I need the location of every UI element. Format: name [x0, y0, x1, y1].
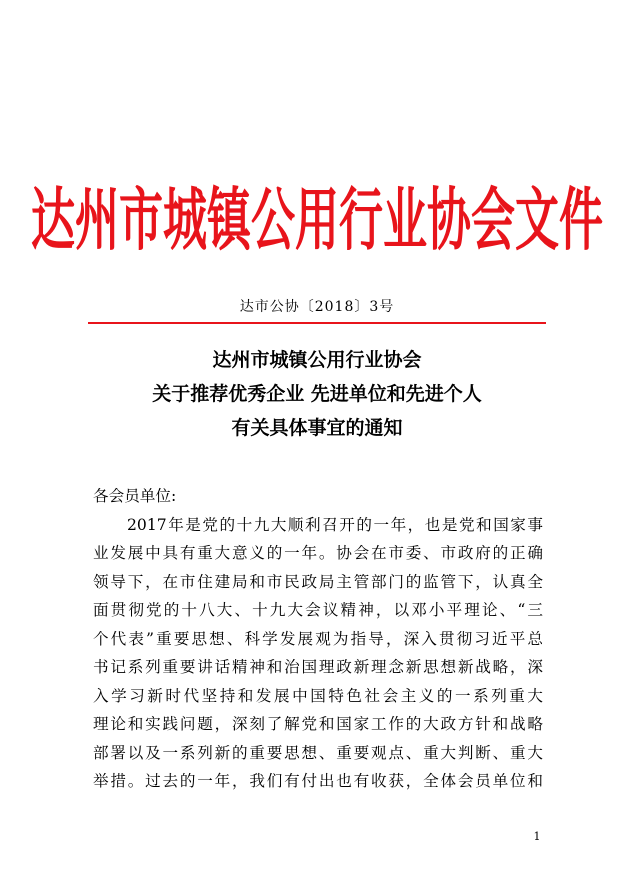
notice-title-line: 关于推荐优秀企业 先进单位和先进个人 [152, 383, 482, 405]
document-number: 达市公协〔2018〕3号 [239, 299, 395, 315]
notice-title [0, 343, 634, 445]
paragraph-line: 面贯彻党的十八大、十九大会议精神，以邓小平理论、“三 [93, 601, 543, 619]
red-divider-line [88, 322, 546, 324]
notice-title-line: 有关具体事宜的通知 [231, 417, 403, 439]
paragraph-line: 个代表”重要思想、科学发展观为指导，深入贯彻习近平总 [93, 629, 543, 648]
notice-body [93, 482, 543, 796]
paragraph-line: 业发展中具有重大意义的一年。协会在市委、市政府的正确 [93, 544, 543, 562]
paragraph-line: 书记系列重要讲话精神和治国理政新理念新思想新战略，深 [93, 658, 543, 676]
masthead-title: 达州市城镇公用行业协会文件 [31, 181, 603, 261]
paragraph-line: 入学习新时代坚持和发展中国特色社会主义的一系列重大 [93, 686, 543, 705]
page-number: 1 [533, 830, 541, 843]
paragraph-line: 理论和实践问题，深刻了解党和国家工作的大政方针和战略 [93, 715, 543, 733]
paragraph-line: 部署以及一系列新的重要思想、重要观点、重大判断、重大 [93, 743, 543, 762]
salutation: 各会员单位: [93, 487, 177, 505]
paragraph-line: 领导下，在市住建局和市民政局主管部门的监管下，认真全 [93, 572, 543, 591]
paragraph-line: 举措。过去的一年，我们有付出也有收获，全体会员单位和 [93, 772, 543, 790]
paragraph-line: 2017年是党的十九大顺利召开的一年，也是党和国家事 [127, 515, 543, 534]
notice-title-line: 达州市城镇公用行业协会 [212, 349, 422, 371]
